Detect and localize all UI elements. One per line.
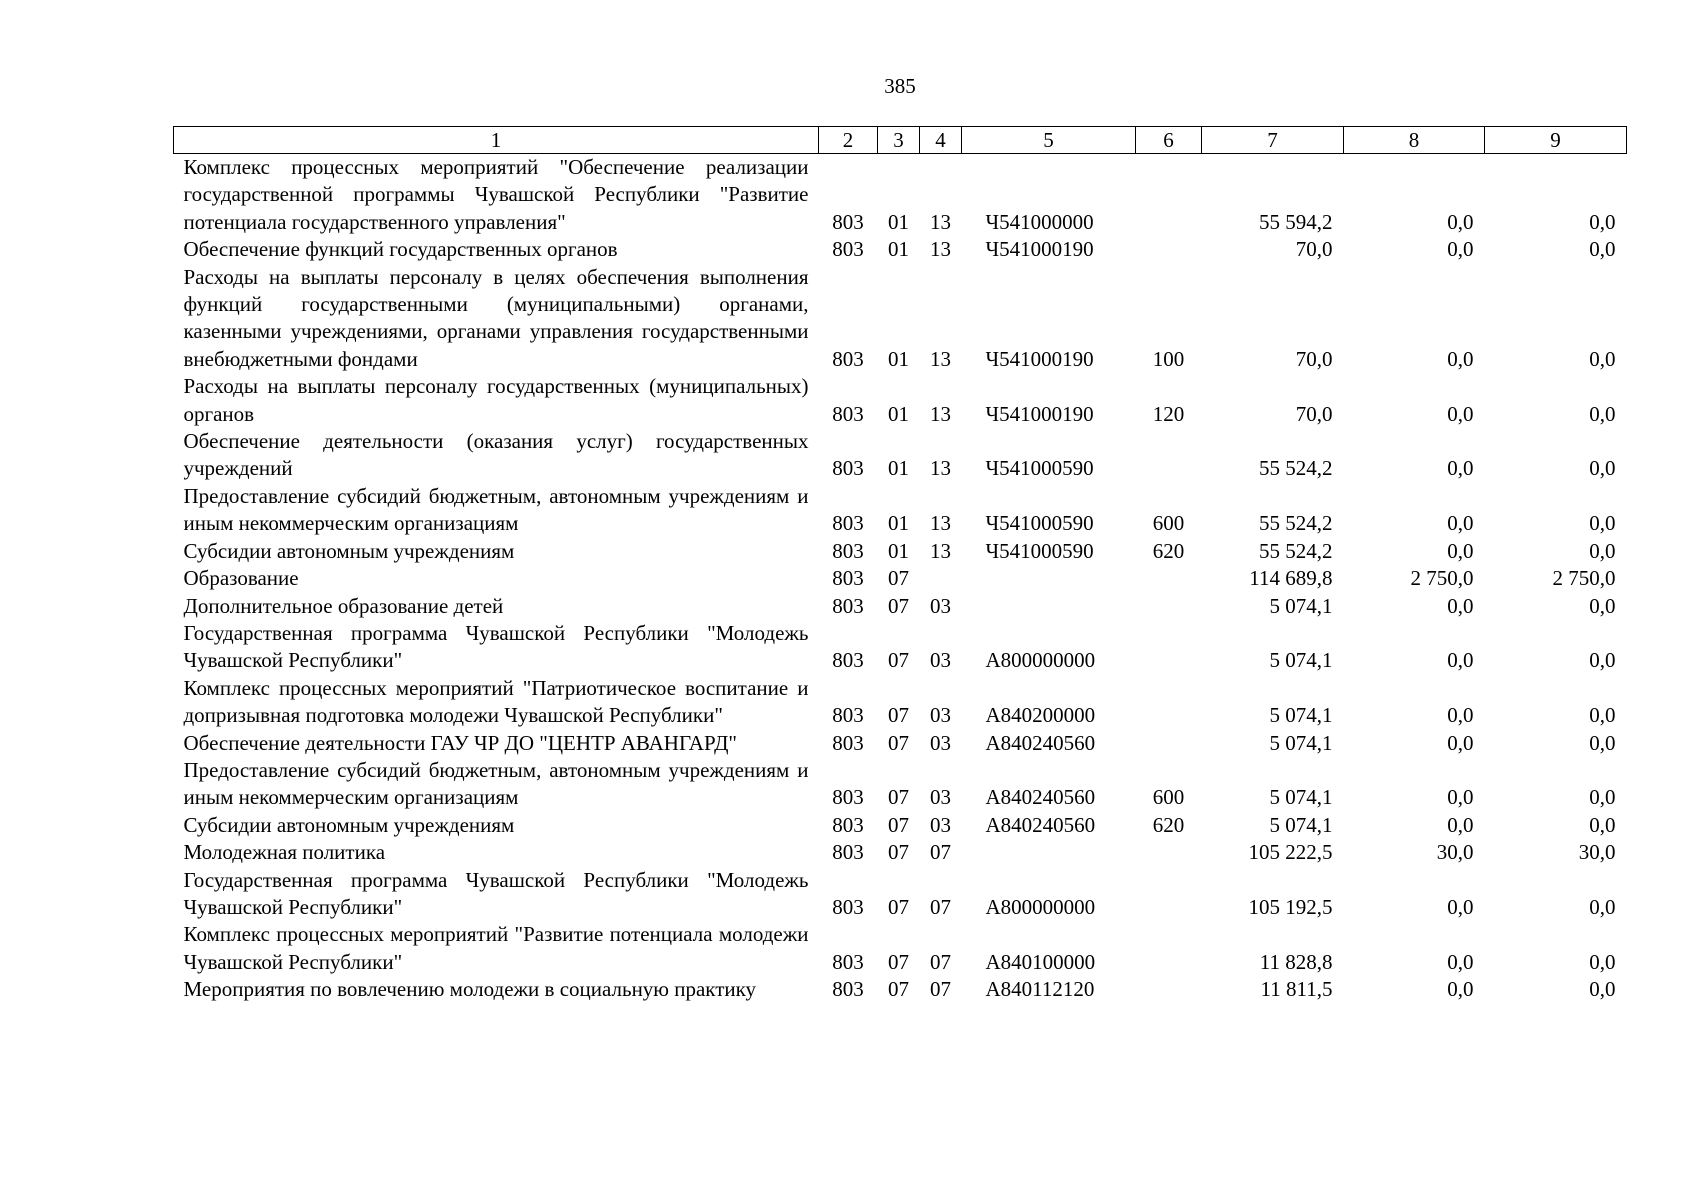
table-row [174, 976, 1627, 1003]
row-expense-type [1136, 675, 1202, 730]
table-row [174, 839, 1627, 866]
row-amount-col9: 0,0 [1589, 703, 1616, 728]
row-target-article: А840200000 [985, 703, 1096, 728]
row-amount-col8: 0,0 [1447, 456, 1474, 481]
row-name: Государственная программа Чувашской Республики "Молодежь Чувашской Республики" [183, 620, 809, 673]
row-target-article [962, 839, 1136, 866]
row-name: Субсидии автономным учреждениям [183, 812, 515, 837]
row-target-article [962, 565, 1136, 592]
row-amount-col7: 105 192,5 [1248, 894, 1333, 919]
table-header-row [174, 127, 1627, 154]
row-admin-code: 803 [832, 977, 864, 1002]
table-row [174, 867, 1627, 922]
row-target-article: А840240560 [985, 730, 1096, 755]
row-section: 07 [888, 785, 909, 810]
row-subsection: 13 [930, 511, 951, 536]
row-section: 07 [888, 566, 909, 591]
row-amount-col7: 70,0 [1295, 401, 1333, 426]
row-name: Расходы на выплаты персоналу в целях обеспечения выполнения функций государственными (муниципальными) органами, казенными учреждениями, органами управления государственными внебюджетными фондами [183, 264, 809, 371]
table-row [174, 236, 1627, 263]
row-name: Предоставление субсидий бюджетным, автономным учреждениям и иным некоммерческим организациям [183, 757, 809, 810]
row-amount-col7: 5 074,1 [1269, 730, 1333, 755]
row-target-article: Ч541000190 [985, 401, 1094, 426]
row-subsection: 03 [930, 593, 951, 618]
header-col-1: 1 [174, 127, 819, 154]
row-amount-col8: 0,0 [1447, 511, 1474, 536]
header-col-3: 3 [878, 127, 920, 154]
row-admin-code: 803 [832, 566, 864, 591]
row-name: Государственная программа Чувашской Республики "Молодежь Чувашской Республики" [183, 867, 809, 919]
row-target-article: Ч541000190 [985, 346, 1094, 371]
row-amount-col7: 5 074,1 [1269, 812, 1333, 837]
row-admin-code: 803 [832, 812, 864, 837]
row-name: Предоставление субсидий бюджетным, автономным учреждениям и иным некоммерческим организациям [183, 483, 809, 536]
table-body [174, 154, 1627, 1004]
row-section: 01 [888, 346, 909, 371]
row-amount-col7: 5 074,1 [1269, 703, 1333, 728]
row-name: Дополнительное образование детей [183, 593, 504, 618]
row-target-article: Ч541000590 [985, 456, 1094, 481]
row-section: 07 [888, 703, 909, 728]
row-amount-col8: 0,0 [1447, 237, 1474, 262]
row-admin-code: 803 [832, 840, 864, 865]
row-amount-col9: 0,0 [1589, 346, 1616, 371]
row-name: Комплекс процессных мероприятий "Патриотическое воспитание и допризывная подготовка молодежи Чувашской Республики" [183, 675, 809, 728]
row-name: Расходы на выплаты персоналу государственных (муниципальных) органов [183, 374, 809, 426]
row-amount-col7: 5 074,1 [1269, 648, 1333, 673]
row-amount-col9: 0,0 [1589, 209, 1616, 234]
row-amount-col7: 55 524,2 [1259, 456, 1333, 481]
row-expense-type: 600 [1152, 785, 1185, 810]
row-subsection: 03 [930, 812, 951, 837]
row-amount-col9: 0,0 [1589, 977, 1616, 1002]
row-amount-col7: 55 524,2 [1259, 511, 1333, 536]
table-row [174, 373, 1627, 428]
row-expense-type: 620 [1152, 812, 1185, 837]
row-amount-col9: 0,0 [1589, 237, 1616, 262]
row-section: 07 [888, 648, 909, 673]
row-admin-code: 803 [832, 785, 864, 810]
row-amount-col8: 0,0 [1447, 730, 1474, 755]
row-amount-col9: 0,0 [1589, 894, 1616, 919]
row-name: Субсидии автономным учреждениям [183, 538, 515, 563]
row-amount-col8: 2 750,0 [1410, 566, 1474, 591]
row-admin-code: 803 [832, 346, 864, 371]
row-amount-col7: 55 594,2 [1259, 209, 1333, 234]
row-amount-col9: 0,0 [1589, 949, 1616, 974]
row-amount-col9: 0,0 [1589, 593, 1616, 618]
row-admin-code: 803 [832, 511, 864, 536]
row-amount-col7: 11 828,8 [1259, 949, 1333, 974]
row-subsection: 13 [930, 346, 951, 371]
row-target-article: Ч541000590 [985, 538, 1094, 563]
row-amount-col7: 105 222,5 [1248, 840, 1333, 865]
row-section: 01 [888, 237, 909, 262]
row-section: 07 [888, 894, 909, 919]
table-row [174, 675, 1627, 730]
row-subsection [920, 565, 962, 592]
row-amount-col8: 30,0 [1436, 840, 1474, 865]
row-admin-code: 803 [832, 648, 864, 673]
row-expense-type [1136, 839, 1202, 866]
row-section: 01 [888, 209, 909, 234]
row-amount-col9: 0,0 [1589, 812, 1616, 837]
row-expense-type [1136, 921, 1202, 976]
row-name: Обеспечение функций государственных органов [183, 237, 618, 262]
row-amount-col8: 0,0 [1447, 538, 1474, 563]
header-col-4: 4 [920, 127, 962, 154]
row-subsection: 07 [930, 840, 951, 865]
table-row [174, 620, 1627, 675]
row-amount-col9: 0,0 [1589, 730, 1616, 755]
row-section: 07 [888, 812, 909, 837]
table-row [174, 593, 1627, 620]
header-col-8: 8 [1344, 127, 1485, 154]
row-target-article: А840240560 [985, 812, 1096, 837]
row-admin-code: 803 [832, 538, 864, 563]
row-target-article: А800000000 [985, 894, 1096, 919]
row-subsection: 13 [930, 401, 951, 426]
row-amount-col9: 0,0 [1589, 785, 1616, 810]
row-admin-code: 803 [832, 703, 864, 728]
row-amount-col9: 0,0 [1589, 401, 1616, 426]
table-row [174, 483, 1627, 538]
row-amount-col9: 30,0 [1578, 840, 1616, 865]
row-expense-type: 100 [1152, 346, 1185, 371]
row-admin-code: 803 [832, 456, 864, 481]
row-amount-col7: 5 074,1 [1269, 785, 1333, 810]
table-row [174, 730, 1627, 757]
row-name: Комплекс процессных мероприятий "Развитие потенциала молодежи Чувашской Республики" [183, 922, 809, 974]
row-amount-col8: 0,0 [1447, 401, 1474, 426]
row-name: Комплекс процессных мероприятий "Обеспечение реализации государственной программы Чувашской Республики "Развитие потенциала государственного управления" [183, 155, 809, 234]
row-amount-col7: 11 811,5 [1260, 977, 1333, 1002]
row-amount-col7: 70,0 [1295, 346, 1333, 371]
row-section: 01 [888, 538, 909, 563]
row-subsection: 07 [930, 977, 951, 1002]
row-subsection: 03 [930, 730, 951, 755]
header-col-5: 5 [962, 127, 1136, 154]
row-admin-code: 803 [832, 209, 864, 234]
row-expense-type [1136, 236, 1202, 263]
row-expense-type [1136, 428, 1202, 483]
row-amount-col8: 0,0 [1447, 593, 1474, 618]
row-amount-col8: 0,0 [1447, 648, 1474, 673]
row-section: 07 [888, 977, 909, 1002]
row-amount-col9: 0,0 [1589, 456, 1616, 481]
row-name: Обеспечение деятельности (оказания услуг) государственных учреждений [183, 429, 809, 481]
row-expense-type: 120 [1152, 401, 1185, 426]
row-expense-type [1136, 565, 1202, 592]
row-target-article: Ч541000590 [985, 511, 1094, 536]
row-expense-type [1136, 867, 1202, 922]
budget-table [173, 126, 1627, 1004]
table-row [174, 428, 1627, 483]
header-col-7: 7 [1202, 127, 1344, 154]
row-amount-col9: 2 750,0 [1552, 566, 1616, 591]
row-admin-code: 803 [832, 894, 864, 919]
table-row [174, 154, 1627, 237]
row-amount-col9: 0,0 [1589, 648, 1616, 673]
row-target-article: Ч541000000 [985, 209, 1094, 234]
row-subsection: 13 [930, 237, 951, 262]
row-expense-type: 620 [1152, 538, 1185, 563]
row-expense-type [1136, 154, 1202, 237]
row-expense-type [1136, 593, 1202, 620]
row-section: 07 [888, 730, 909, 755]
row-amount-col8: 0,0 [1447, 977, 1474, 1002]
row-amount-col7: 55 524,2 [1259, 538, 1333, 563]
row-amount-col7: 5 074,1 [1269, 593, 1333, 618]
row-expense-type [1136, 620, 1202, 675]
row-name: Молодежная политика [183, 840, 386, 865]
row-subsection: 13 [930, 538, 951, 563]
row-target-article: Ч541000190 [985, 237, 1094, 262]
row-section: 01 [888, 456, 909, 481]
header-col-2: 2 [819, 127, 878, 154]
table-row [174, 812, 1627, 839]
row-subsection: 03 [930, 785, 951, 810]
header-col-6: 6 [1136, 127, 1202, 154]
row-admin-code: 803 [832, 401, 864, 426]
table-row [174, 264, 1627, 374]
page-number: 385 [884, 74, 916, 98]
row-amount-col8: 0,0 [1447, 703, 1474, 728]
row-admin-code: 803 [832, 949, 864, 974]
row-amount-col8: 0,0 [1447, 812, 1474, 837]
row-amount-col8: 0,0 [1447, 894, 1474, 919]
row-expense-type [1136, 976, 1202, 1003]
row-subsection: 07 [930, 949, 951, 974]
row-name: Мероприятия по вовлечению молодежи в социальную практику [183, 977, 757, 1002]
row-name: Обеспечение деятельности ГАУ ЧР ДО "ЦЕНТР АВАНГАРД" [183, 730, 737, 755]
row-subsection: 03 [930, 703, 951, 728]
row-subsection: 03 [930, 648, 951, 673]
row-target-article: А800000000 [985, 648, 1096, 673]
row-section: 07 [888, 840, 909, 865]
row-expense-type: 600 [1152, 511, 1185, 536]
row-expense-type [1136, 730, 1202, 757]
table-row [174, 757, 1627, 812]
table-row [174, 565, 1627, 592]
row-section: 01 [888, 401, 909, 426]
row-target-article: А840100000 [985, 949, 1096, 974]
header-col-9: 9 [1485, 127, 1627, 154]
row-amount-col7: 70,0 [1295, 237, 1333, 262]
row-subsection: 13 [930, 456, 951, 481]
row-amount-col9: 0,0 [1589, 538, 1616, 563]
row-target-article: А840112120 [985, 977, 1095, 1002]
row-amount-col7: 114 689,8 [1249, 566, 1333, 591]
row-section: 07 [888, 949, 909, 974]
row-amount-col8: 0,0 [1447, 949, 1474, 974]
row-amount-col8: 0,0 [1447, 346, 1474, 371]
row-name: Образование [183, 566, 299, 591]
row-target-article: А840240560 [985, 785, 1096, 810]
row-amount-col8: 0,0 [1447, 209, 1474, 234]
table-row [174, 538, 1627, 565]
row-subsection: 13 [930, 209, 951, 234]
row-section: 01 [888, 511, 909, 536]
row-subsection: 07 [930, 894, 951, 919]
row-admin-code: 803 [832, 730, 864, 755]
row-target-article [962, 593, 1136, 620]
row-section: 07 [888, 593, 909, 618]
table-row [174, 921, 1627, 976]
row-amount-col8: 0,0 [1447, 785, 1474, 810]
row-admin-code: 803 [832, 237, 864, 262]
row-amount-col9: 0,0 [1589, 511, 1616, 536]
row-admin-code: 803 [832, 593, 864, 618]
